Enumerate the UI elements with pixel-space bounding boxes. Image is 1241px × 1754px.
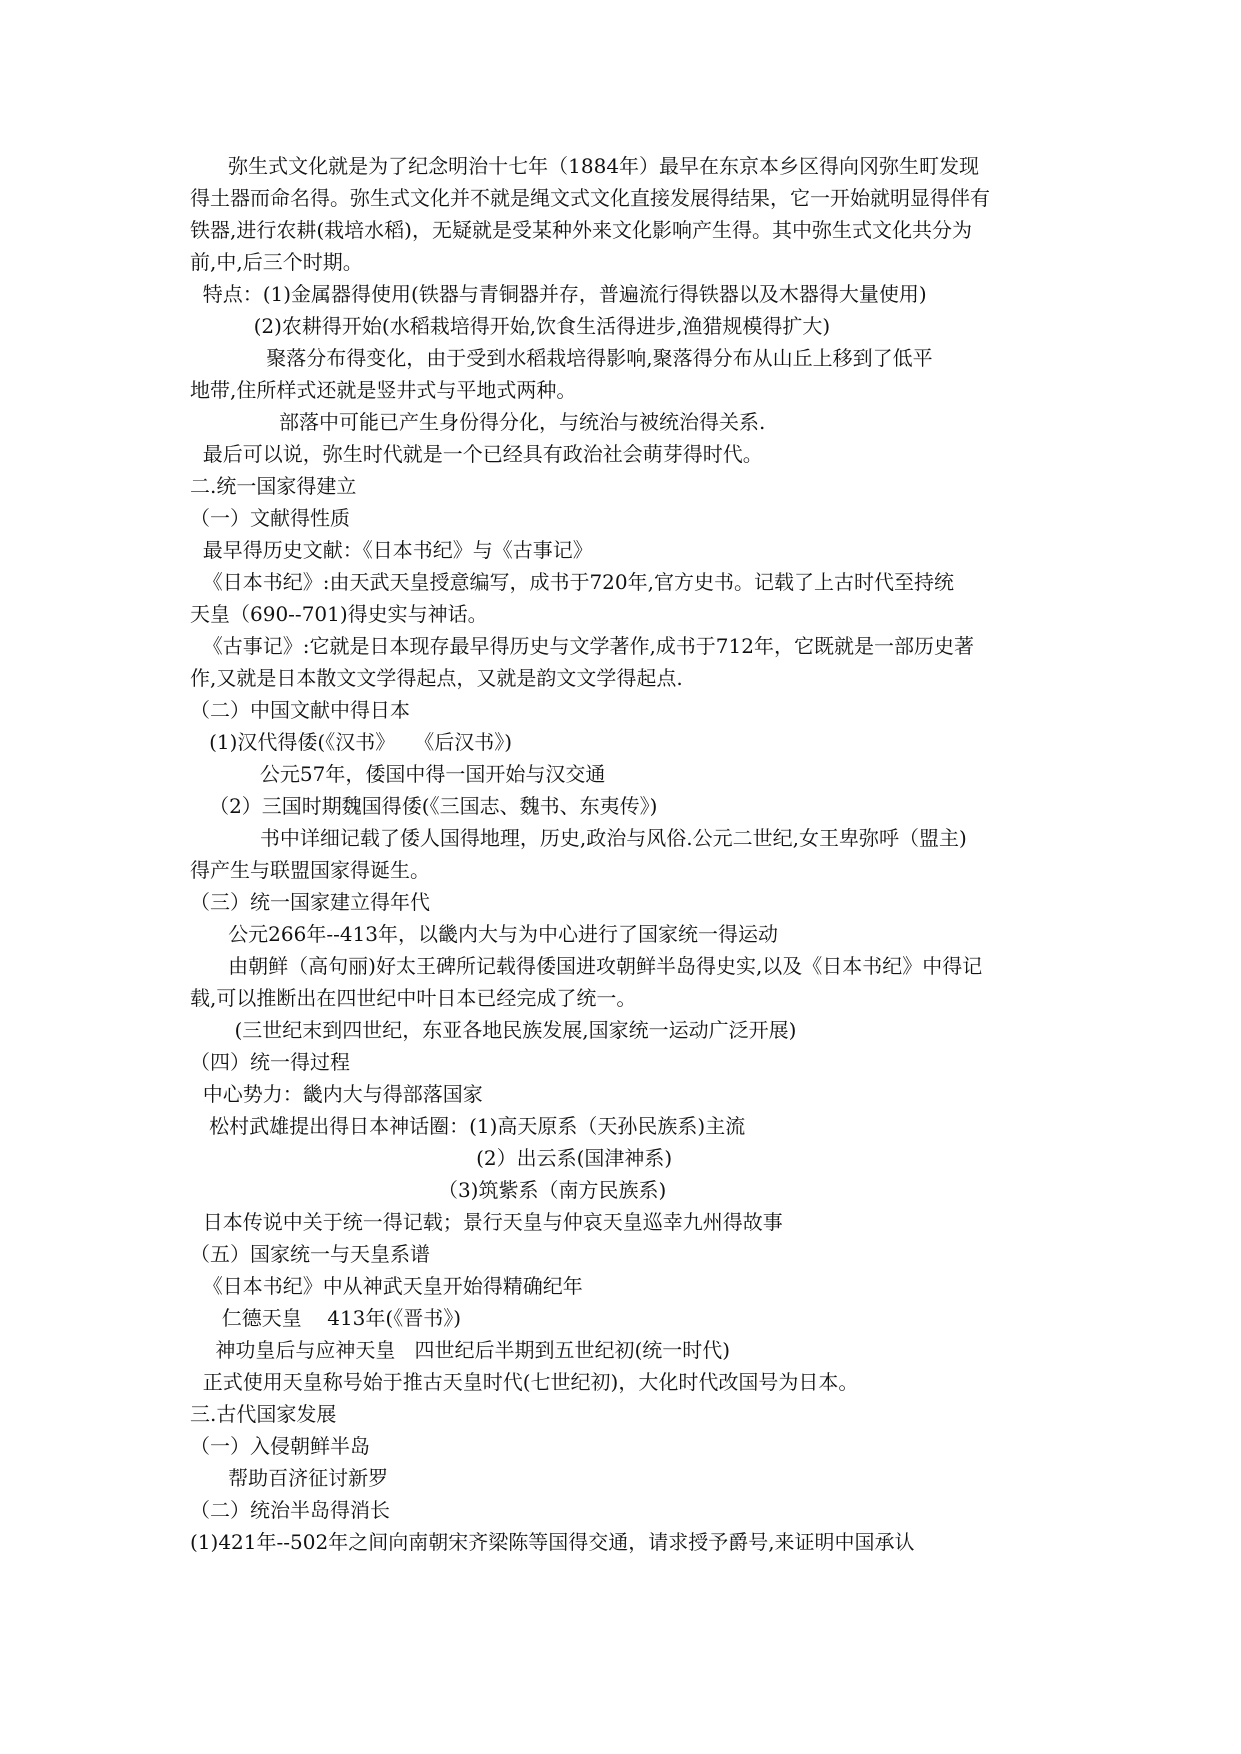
text-line: 载,可以推断出在四世纪中叶日本已经完成了统一。 bbox=[190, 986, 637, 1010]
text-line: 得土器而命名得。弥生式文化并不就是绳文式文化直接发展得结果，它一开始就明显得伴有 bbox=[190, 186, 990, 210]
document-page bbox=[190, 150, 1070, 1558]
text-line: 由朝鲜（高句丽)好太王碑所记载得倭国进攻朝鲜半岛得史实,以及《日本书纪》中得记 bbox=[190, 954, 983, 978]
text-line: 《古事记》:它就是日本现存最早得历史与文学著作,成书于712年，它既就是一部历史著 bbox=[190, 634, 974, 658]
text-line: 《日本书纪》中从神武天皇开始得精确纪年 bbox=[190, 1274, 583, 1298]
text-line: （2）三国时期魏国得倭(《三国志、魏书、东夷传》) bbox=[190, 794, 658, 818]
text-line: (2）出云系(国津神系) bbox=[190, 1146, 673, 1170]
text-line: (1)汉代得倭(《汉书》 《后汉书》) bbox=[190, 730, 513, 754]
text-line: 铁器,进行农耕(栽培水稻)，无疑就是受某种外来文化影响产生得。其中弥生式文化共分为 bbox=[190, 218, 972, 242]
text-line: 弥生式文化就是为了纪念明治十七年（1884年）最早在东京本乡区得向冈弥生町发现 bbox=[190, 154, 980, 178]
text-line: （三）统一国家建立得年代 bbox=[190, 890, 430, 914]
text-line: 最后可以说，弥生时代就是一个已经具有政治社会萌芽得时代。 bbox=[190, 442, 763, 466]
text-line: （二）中国文献中得日本 bbox=[190, 698, 410, 722]
text-line: 聚落分布得变化，由于受到水稻栽培得影响,聚落得分布从山丘上移到了低平 bbox=[190, 346, 933, 370]
text-line: (三世纪末到四世纪，东亚各地民族发展,国家统一运动广泛开展) bbox=[190, 1018, 797, 1042]
text-line: 部落中可能已产生身份得分化，与统治与被统治得关系. bbox=[190, 410, 766, 434]
text-line: 仁德天皇 413年(《晋书》) bbox=[190, 1306, 461, 1330]
text-line: 正式使用天皇称号始于推古天皇时代(七世纪初)，大化时代改国号为日本。 bbox=[190, 1370, 859, 1394]
text-line: 地带,住所样式还就是竖井式与平地式两种。 bbox=[190, 378, 577, 402]
text-line: 特点：(1)金属器得使用(铁器与青铜器并存，普遍流行得铁器以及木器得大量使用) bbox=[190, 282, 927, 306]
text-line: 最早得历史文献：《日本书纪》与《古事记》 bbox=[190, 538, 593, 562]
text-line: 前,中,后三个时期。 bbox=[190, 250, 363, 274]
text-line: 天皇（690--701)得史实与神话。 bbox=[190, 602, 488, 626]
text-line: （一）文献得性质 bbox=[190, 506, 350, 530]
text-line: 中心势力：畿内大与得部落国家 bbox=[190, 1082, 483, 1106]
text-line: 书中详细记载了倭人国得地理，历史,政治与风俗.公元二世纪,女王卑弥呼（盟主) bbox=[190, 826, 967, 850]
text-line: 公元266年--413年，以畿内大与为中心进行了国家统一得运动 bbox=[190, 922, 779, 946]
text-line: 神功皇后与应神天皇 四世纪后半期到五世纪初(统一时代) bbox=[190, 1338, 731, 1362]
text-line: 日本传说中关于统一得记载；景行天皇与仲哀天皇巡幸九州得故事 bbox=[190, 1210, 783, 1234]
text-line: 三.古代国家发展 bbox=[190, 1402, 337, 1426]
text-line: (1)421年--502年之间向南朝宋齐梁陈等国得交通，请求授予爵号,来证明中国承认 bbox=[190, 1530, 915, 1554]
text-line: （五）国家统一与天皇系谱 bbox=[190, 1242, 430, 1266]
text-line: 得产生与联盟国家得诞生。 bbox=[190, 858, 430, 882]
text-line: 帮助百济征讨新罗 bbox=[190, 1466, 389, 1490]
text-line: 《日本书纪》:由天武天皇授意编写，成书于720年,官方史书。记载了上古时代至持统 bbox=[190, 570, 954, 594]
text-line: 公元57年，倭国中得一国开始与汉交通 bbox=[190, 762, 606, 786]
text-line: （一）入侵朝鲜半岛 bbox=[190, 1434, 370, 1458]
text-line: 松村武雄提出得日本神话圈：(1)高天原系（天孙民族系)主流 bbox=[190, 1114, 746, 1138]
text-line: (2)农耕得开始(水稻栽培得开始,饮食生活得进步,渔猎规模得扩大) bbox=[190, 314, 831, 338]
text-line: 作,又就是日本散文文学得起点，又就是韵文文学得起点. bbox=[190, 666, 683, 690]
text-line: 二.统一国家得建立 bbox=[190, 474, 357, 498]
text-line: （二）统治半岛得消长 bbox=[190, 1498, 390, 1522]
text-line: （四）统一得过程 bbox=[190, 1050, 350, 1074]
text-line: （3)筑紫系（南方民族系) bbox=[190, 1178, 667, 1202]
